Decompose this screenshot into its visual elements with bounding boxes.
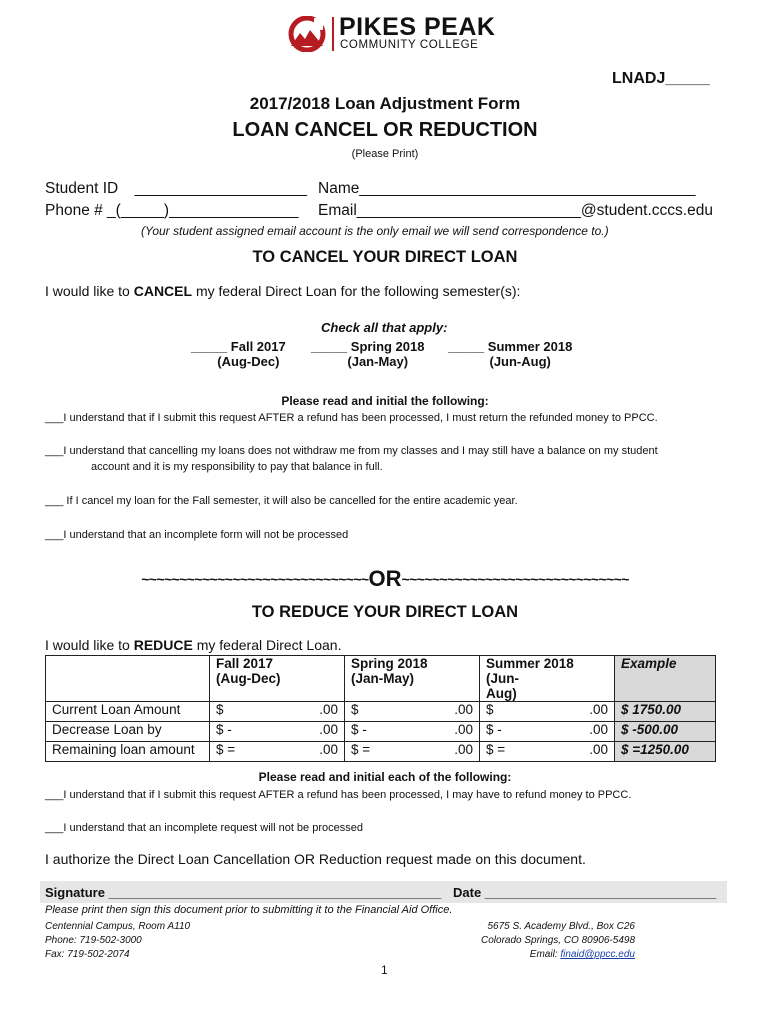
table-header-example: Example — [615, 656, 716, 702]
amount-cell[interactable]: $ = .00 — [210, 742, 345, 762]
cancel-statement-2-cont: account and it is my responsibility to pay that balance in full. — [91, 461, 383, 473]
logo-divider — [332, 17, 334, 51]
table-row — [46, 742, 716, 762]
row-label: Current Loan Amount — [46, 702, 210, 722]
signature-field[interactable]: Signature ______________________________________________ — [45, 885, 442, 900]
footer-right: 5675 S. Academy Blvd., Box C26 Colorado Springs, CO 80906-5498 Email: finaid@ppcc.edu — [481, 921, 635, 960]
email-note: (Your student assigned email account is the only email we will send correspondence to.) — [141, 224, 609, 238]
cancel-statement-3[interactable]: ___ If I cancel my loan for the Fall semester, it will also be cancelled for the entire academic year. — [45, 495, 518, 507]
reduce-read-initial: Please read and initial each of the following: — [258, 770, 512, 784]
cancel-heading: TO CANCEL YOUR DIRECT LOAN — [252, 248, 518, 266]
email-blank: __________________________ — [356, 202, 581, 219]
semester-option-spring[interactable]: _____ Spring 2018 (Jan-May) — [311, 339, 425, 369]
student-id-label: Student ID — [45, 180, 119, 197]
or-divider: ~~~~~~~~~~~~~~~~~~~~~~~~~~~~~~OR~~~~~~~~~~~~~~~~~~~~~~~~~~~~~~ — [141, 566, 629, 591]
logo-subtitle: COMMUNITY COLLEGE — [340, 39, 479, 51]
cancel-statement-1[interactable]: ___I understand that if I submit this request AFTER a refund has been processed, I must return the refunded money to PPCC. — [45, 412, 658, 424]
amount-cell[interactable]: $ .00 — [210, 702, 345, 722]
row-label: Remaining loan amount — [46, 742, 210, 762]
amount-cell[interactable]: $ = .00 — [480, 742, 615, 762]
semester-option-fall[interactable]: _____ Fall 2017 (Aug-Dec) — [191, 339, 286, 369]
example-cell: $ -500.00 — [615, 722, 716, 742]
example-cell: $ =1250.00 — [615, 742, 716, 762]
name-blank: _______________________________________ — [359, 180, 696, 197]
cancel-statement-4[interactable]: ___I understand that an incomplete form will not be processed — [45, 529, 349, 541]
amount-cell[interactable]: $ .00 — [480, 702, 615, 722]
example-cell: $ 1750.00 — [615, 702, 716, 722]
cancel-read-initial: Please read and initial the following: — [281, 394, 489, 408]
form-code: LNADJ_____ — [612, 70, 710, 87]
reduce-intro: I would like to REDUCE my federal Direct Loan. — [45, 637, 342, 653]
table-header-fall: Fall 2017 (Aug-Dec) — [210, 656, 345, 702]
page-number: 1 — [381, 963, 388, 977]
email-field[interactable] — [318, 202, 713, 220]
reduce-table — [45, 655, 716, 762]
financial-aid-email-link[interactable]: finaid@ppcc.edu — [560, 949, 635, 960]
reduce-heading: TO REDUCE YOUR DIRECT LOAN — [251, 603, 519, 621]
print-note: Please print then sign this document prior to submitting it to the Financial Aid Office. — [45, 904, 453, 916]
reduce-statement-1[interactable]: ___I understand that if I submit this request AFTER a refund has been processed, I may have to refund money to PPCC. — [45, 789, 632, 801]
email-domain: @student.cccs.edu — [580, 202, 713, 219]
amount-cell[interactable]: $ .00 — [345, 702, 480, 722]
table-corner-cell — [46, 656, 210, 702]
row-label: Decrease Loan by — [46, 722, 210, 742]
table-row — [46, 722, 716, 742]
check-all-label: Check all that apply: — [321, 320, 448, 335]
table-header-row — [46, 656, 716, 702]
student-id-blank: ____________________ — [134, 180, 307, 197]
form-title: 2017/2018 Loan Adjustment Form — [249, 94, 521, 113]
table-header-summer: Summer 2018 (Jun- Aug) — [480, 656, 615, 702]
form-heading: LOAN CANCEL OR REDUCTION — [232, 119, 538, 141]
email-label: Email — [318, 202, 357, 219]
logo-name: PIKES PEAK — [339, 13, 496, 41]
phone-field[interactable]: Phone # _(_____)_______________ — [45, 202, 299, 219]
amount-cell[interactable]: $ = .00 — [345, 742, 480, 762]
amount-cell[interactable]: $ - .00 — [210, 722, 345, 742]
amount-cell[interactable]: $ - .00 — [480, 722, 615, 742]
cancel-statement-2[interactable]: ___I understand that cancelling my loans does not withdraw me from my classes and I may still have a balance on my student — [45, 445, 658, 457]
student-id-field[interactable] — [45, 180, 307, 198]
name-field[interactable] — [318, 180, 696, 198]
reduce-statement-2[interactable]: ___I understand that an incomplete request will not be processed — [45, 822, 363, 834]
authorization-statement: I authorize the Direct Loan Cancellation OR Reduction request made on this document. — [45, 851, 586, 867]
name-label: Name — [318, 180, 360, 197]
table-header-spring: Spring 2018 (Jan-May) — [345, 656, 480, 702]
table-row — [46, 702, 716, 722]
cancel-intro: I would like to CANCEL my federal Direct Loan for the following semester(s): — [45, 283, 521, 299]
semester-option-summer[interactable]: _____ Summer 2018 (Jun-Aug) — [448, 339, 573, 369]
please-print-note: (Please Print) — [351, 148, 419, 160]
college-logo-icon — [288, 16, 326, 52]
footer-left: Centennial Campus, Room A110 Phone: 719-502-3000 Fax: 719-502-2074 — [45, 921, 191, 960]
amount-cell[interactable]: $ - .00 — [345, 722, 480, 742]
date-field[interactable]: Date ________________________________ — [453, 885, 717, 900]
